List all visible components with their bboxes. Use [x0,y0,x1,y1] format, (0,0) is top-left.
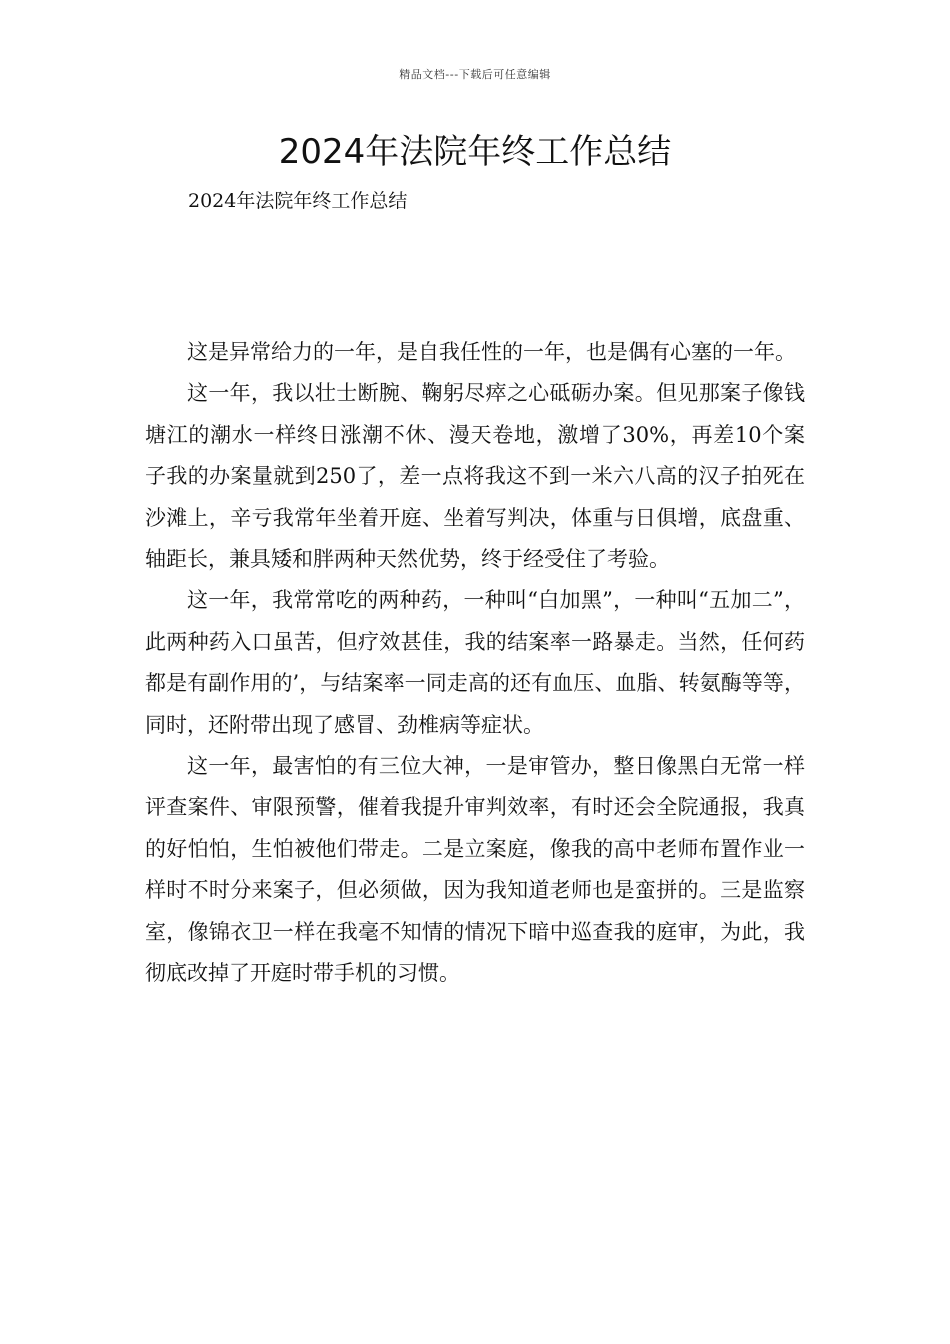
document-subtitle: 2024年法院年终工作总结 [188,190,408,212]
document-title: 2024年法院年终工作总结 [278,132,672,172]
document-body [145,332,805,995]
paragraph: 这是异常给力的一年，是自我任性的一年，也是偶有心塞的一年。 [187,340,796,364]
paragraph: 这一年，我常常吃的两种药，一种叫“白加黑”，一种叫“五加二”，此两种药入口虽苦，但疗效甚佳，我的结案率一路暴走。当然，任何药都是有副作用的’，与结案率一同走高的还有血压、血脂、转氨酶等等，同时，还附带出现了感冒、劲椎病等症状。 [145,588,805,737]
paragraph: 这一年，我以壮士断腕、鞠躬尽瘁之心砥砺办案。但见那案子像钱塘江的潮水一样终日涨潮不休、漫天卷地，激增了30%，再差10个案子我的办案量就到250了，差一点将我这不到一米六八高的汉子拍死在沙滩上，辛亏我常年坐着开庭、坐着写判决，体重与日俱增，底盘重、轴距长，兼具矮和胖两种天然优势，终于经受住了考验。 [145,381,805,572]
header-note: 精品文档---下载后可任意编辑 [399,68,551,81]
paragraph: 这一年，最害怕的有三位大神，一是审管办，整日像黑白无常一样评查案件、审限预警，催着我提升审判效率，有时还会全院通报，我真的好怕怕，生怕被他们带走。二是立案庭，像我的高中老师布置作业一样时不时分来案子，但必须做，因为我知道老师也是蛮拼的。三是监察室，像锦衣卫一样在我毫不知情的情况下暗中巡查我的庭审，为此，我彻底改掉了开庭时带手机的习惯。 [145,754,805,986]
